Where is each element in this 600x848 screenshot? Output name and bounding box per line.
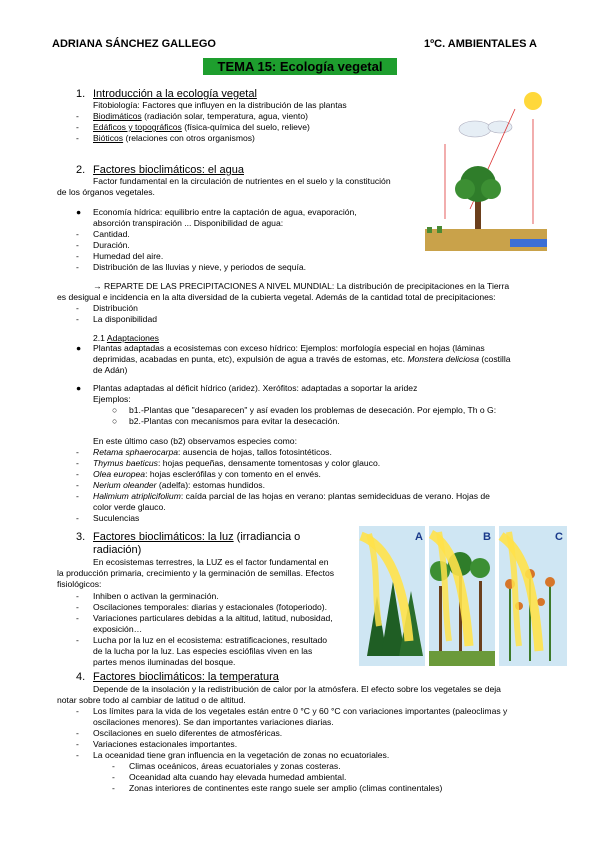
s2-b2-intro: En este último caso (b2) observamos especies como: xyxy=(93,436,297,446)
species-desc: : ausencia de hojas, tallos fotosintéticos. xyxy=(178,447,332,457)
s1-desc-4: (relaciones con otros organismos) xyxy=(123,133,255,143)
section-3-heading: Factores bioclimáticos: la luz xyxy=(93,531,234,543)
s1-line-4 xyxy=(93,133,255,144)
s1-term-3: Edáficos y topográficos xyxy=(93,122,182,132)
water-cycle-diagram xyxy=(415,89,550,257)
s2-dash-4: Distribución de las lluvias y nieve, y periodos de sequía. xyxy=(93,262,307,272)
s2-example-b1: b1.-Plantas que "desaparecen" y así evaden los problemas de desecación. Por ejemplo, Th o G: xyxy=(129,405,497,415)
s3-dash-4c: partes menos iluminadas del bosque. xyxy=(93,657,236,667)
s3-dash-2: Oscilaciones temporales: diarias y estacionales (fotoperiodo). xyxy=(93,602,328,612)
bullet-dot: ● xyxy=(76,343,82,353)
s3-dash-3a: Variaciones particulares debidas a la altitud, latitud, nubosidad, xyxy=(93,613,333,623)
grass-tuft xyxy=(427,227,432,233)
subsection-number: 2.1 xyxy=(93,333,105,343)
s2-adapt-2: Plantas adaptadas al déficit hídrico (aridez). Xerófitos: adaptadas a soportar la aridez xyxy=(93,383,418,393)
bullet-dot: ● xyxy=(76,383,82,393)
panel-label-b: B xyxy=(483,531,491,543)
s1-line-3 xyxy=(93,122,310,133)
bullet-dot: ● xyxy=(76,207,82,217)
panel-label-a: A xyxy=(415,531,423,543)
s1-term-4: Bióticos xyxy=(93,133,124,143)
s1-desc-3: (física-química del suelo, relieve) xyxy=(181,122,310,132)
tree-trunk xyxy=(439,586,442,656)
s1-line-2 xyxy=(93,111,308,122)
section-3-heading-line xyxy=(93,531,300,543)
species-name: Halimium atriplicifolium xyxy=(93,491,181,501)
bullet-dash: - xyxy=(76,458,79,468)
bullet-dash: - xyxy=(76,635,79,645)
species-name: Nerium oleander xyxy=(93,480,157,490)
s4-sub-1: Climas oceánicos, áreas ecuatoriales y zonas costeras. xyxy=(129,761,341,771)
bullet-dash: - xyxy=(76,251,79,261)
s1-desc-2: (radiación solar, temperatura, agua, viento) xyxy=(141,111,308,121)
s2-para-2: de los órganos vegetales. xyxy=(57,187,155,197)
tree-crown xyxy=(481,179,501,199)
bullet-dash: - xyxy=(76,613,79,623)
s4-dash-4: La oceanidad tiene gran influencia en la vegetación de zonas no ecuatoriales. xyxy=(93,750,390,760)
section-4-number: 4. xyxy=(76,671,86,683)
species-monstera: Monstera deliciosa xyxy=(407,354,479,364)
course-label: 1ºC. AMBIENTALES A xyxy=(424,38,538,50)
s2-examples-label: Ejemplos: xyxy=(93,394,131,404)
s2-dash-3: Humedad del aire. xyxy=(93,251,164,261)
s3-dash-4b: de la lucha por la luz. Las especies esciófilas viven en las xyxy=(93,646,313,656)
s3-para-2: la producción primaria, crecimiento y la germinación de semillas. Efectos xyxy=(57,568,335,578)
bullet-dash: - xyxy=(76,133,79,143)
bullet-dash: - xyxy=(76,591,79,601)
bullet-dash: - xyxy=(76,739,79,749)
s2-adapt-1b xyxy=(93,354,511,365)
s4-para-1: Depende de la insolación y la redistribución de calor por la atmósfera. El efecto sobre los vegetales se deja xyxy=(93,684,501,694)
s2-adapt-1a: Plantas adaptadas a ecosistemas con exceso hídrico: Ejemplos: morfología especial en hojas (láminas xyxy=(93,343,485,353)
section-1-heading: Introducción a la ecología vegetal xyxy=(93,88,257,100)
s4-dash-2: Oscilaciones en suelo diferentes de atmosféricas. xyxy=(93,728,283,738)
panel-label-c: C xyxy=(555,531,563,543)
understory xyxy=(429,651,495,666)
species-thymus xyxy=(93,458,380,469)
plant-stem xyxy=(509,586,511,661)
species-olea xyxy=(93,469,321,480)
s2-adapt-1d: de Adán) xyxy=(93,365,128,375)
s2-para-1: Factor fundamental en la circulación de nutrientes en el suelo y la constitución xyxy=(93,176,391,186)
section-3-extra: (irradiancia o xyxy=(233,531,301,543)
forest-light-figure xyxy=(359,526,567,666)
bullet-dash: - xyxy=(76,513,79,523)
section-4-heading: Factores bioclimáticos: la temperatura xyxy=(93,671,279,683)
species-desc: : caída parcial de las hojas en verano: plantas semideciduas de verano. Hojas de xyxy=(180,491,490,501)
bullet-dash: - xyxy=(76,491,79,501)
species-retama xyxy=(93,447,332,458)
s4-sub-2: Oceanidad alta cuando hay elevada humedad ambiental. xyxy=(129,772,347,782)
bullet-circle: ○ xyxy=(112,416,118,426)
s4-dash-1b: oscilaciones menores). Se dan importantes variaciones diarias. xyxy=(93,717,334,727)
tree-trunk xyxy=(479,581,482,656)
bullet-dash: - xyxy=(76,314,79,324)
s2-reparte-item-2: La disponibilidad xyxy=(93,314,158,324)
s4-sub-3: Zonas interiores de continentes este rango suele ser amplio (climas continentales) xyxy=(129,783,443,793)
bullet-dash: - xyxy=(76,229,79,239)
section-2-heading: Factores bioclimáticos: el agua xyxy=(93,164,245,176)
cloud-icon xyxy=(459,121,491,137)
s4-dash-1a: Los límites para la vida de los vegetales están entre 0 °C y 60 °C con variaciones importantes (paleoclimas y xyxy=(93,706,508,716)
bullet-dash: - xyxy=(76,750,79,760)
s2-dash-1: Cantidad. xyxy=(93,229,130,239)
author-name: ADRIANA SÁNCHEZ GALLEGO xyxy=(52,38,216,50)
bullet-dash: - xyxy=(76,262,79,272)
species-desc: (adelfa): estomas hundidos. xyxy=(156,480,265,490)
s2-adapt-1b-text: deprimidas, acabadas en punta, etc), expulsión de agua a través de estomas, etc. xyxy=(93,354,405,364)
species-name: Thymus baeticus xyxy=(93,458,158,468)
s4-para-2: notar sobre todo al cambiar de latitud o de altitud. xyxy=(57,695,246,705)
flower-icon xyxy=(545,577,555,587)
species-halimium-cont: color verde glauco. xyxy=(93,502,166,512)
s3-dash-1: Inhiben o activan la germinación. xyxy=(93,591,219,601)
s3-para-1: En ecosistemas terrestres, la LUZ es el factor fundamental en xyxy=(93,557,329,567)
species-desc: : hojas esclerófilas y con tomento en el envés. xyxy=(145,469,321,479)
bullet-dash: - xyxy=(76,469,79,479)
species-nerium xyxy=(93,480,265,491)
bullet-dash: - xyxy=(112,772,115,782)
grass-tuft xyxy=(437,226,442,233)
bullet-dash: - xyxy=(76,111,79,121)
s1-term-2: Biodimáticos xyxy=(93,111,142,121)
s2-reparte-2: es desigual e incidencia en la alta diversidad de la cubierta vegetal. Además de la cantidad total de precipitaciones: xyxy=(57,292,496,302)
bullet-dash: - xyxy=(76,728,79,738)
bullet-circle: ○ xyxy=(112,405,118,415)
s3-para-3: fisiológicos: xyxy=(57,579,102,589)
s3-dash-4a: Lucha por la luz en el ecosistema: estratificaciones, resultado xyxy=(93,635,328,645)
section-1-number: 1. xyxy=(76,88,86,100)
s2-reparte-1: → REPARTE DE LAS PRECIPITACIONES A NIVEL MUNDIAL: La distribución de precipitaciones en la Tierra xyxy=(93,281,510,291)
water-body xyxy=(510,239,547,247)
subsection-2-1 xyxy=(93,333,159,344)
bullet-dash: - xyxy=(112,761,115,771)
bullet-dash: - xyxy=(112,783,115,793)
species-desc: : hojas pequeñas, densamente tomentosas y color glauco. xyxy=(157,458,381,468)
page-title: TEMA 15: Ecología vegetal xyxy=(203,58,397,75)
s2-reparte-item-1: Distribución xyxy=(93,303,138,313)
s2-adapt-1c: (costilla xyxy=(479,354,511,364)
bullet-dash: - xyxy=(76,303,79,313)
bullet-dash: - xyxy=(76,706,79,716)
subsection-heading: Adaptaciones xyxy=(106,333,159,343)
bullet-dash: - xyxy=(76,447,79,457)
bullet-dash: - xyxy=(76,122,79,132)
bullet-dash: - xyxy=(76,480,79,490)
s2-example-b2: b2.-Plantas con mecanismos para evitar la desecación. xyxy=(129,416,340,426)
s2-dash-2: Duración. xyxy=(93,240,130,250)
species-name: Olea europea xyxy=(93,469,146,479)
species-name: Retama sphaerocarpa xyxy=(93,447,179,457)
plant-stem xyxy=(549,584,551,661)
section-2-number: 2. xyxy=(76,164,86,176)
s3-dash-3b: exposición… xyxy=(93,624,143,634)
s2-bullet-1b: absorción transpiración ... Disponibilidad de agua: xyxy=(93,218,284,228)
tree-crown xyxy=(455,179,475,199)
bullet-dash: - xyxy=(76,240,79,250)
species-suculencias: Suculencias xyxy=(93,513,140,523)
s2-bullet-1a: Economía hídrica: equilibrio entre la captación de agua, evaporación, xyxy=(93,207,357,217)
species-halimium xyxy=(93,491,490,502)
sun-icon xyxy=(524,92,542,110)
tree-crown xyxy=(470,558,490,578)
s4-dash-3: Variaciones estacionales importantes. xyxy=(93,739,238,749)
bullet-dash: - xyxy=(76,602,79,612)
section-3-extra-2: radiación) xyxy=(93,544,142,556)
section-3-number: 3. xyxy=(76,531,86,543)
s1-line-1: Fitobiología: Factores que influyen en la distribución de las plantas xyxy=(93,100,347,110)
